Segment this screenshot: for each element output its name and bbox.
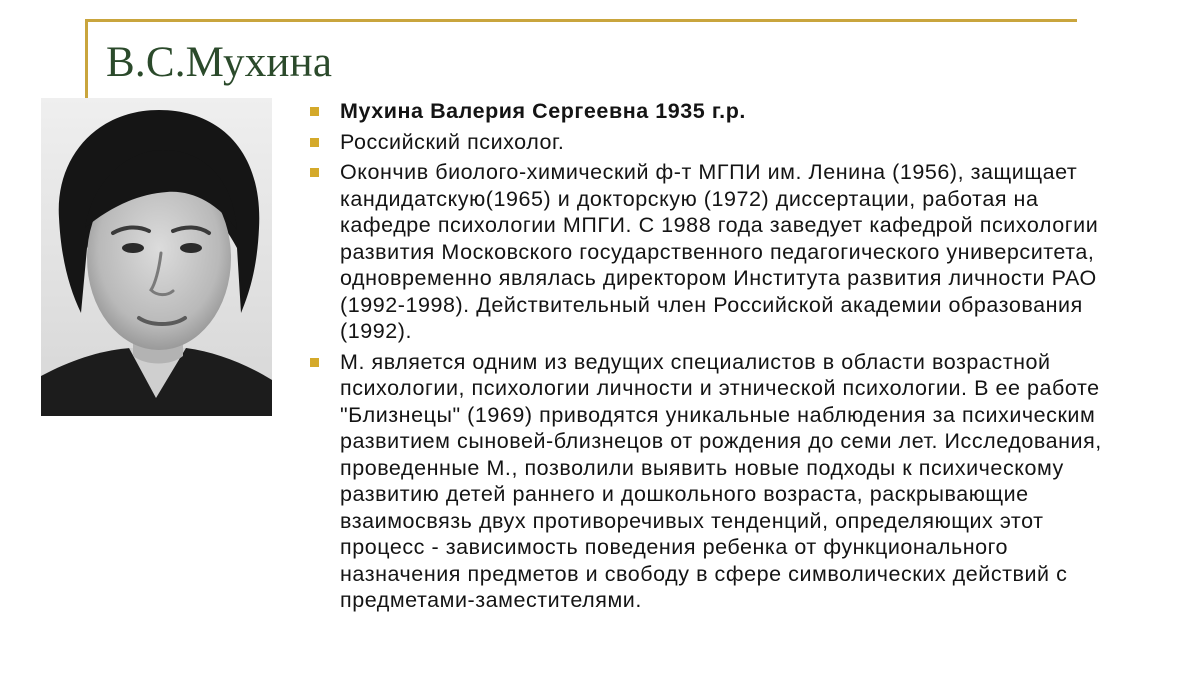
square-bullet-icon <box>310 358 319 367</box>
bullet-item-career <box>304 159 1134 345</box>
square-bullet-icon <box>310 168 319 177</box>
title-underline-rule <box>85 19 1077 22</box>
portrait-photo <box>41 98 272 416</box>
bullet-text: Окончив биолого-химический ф-т МГПИ им. Ленина (1956), защищает кандидатскую(1965) и докторскую (1972) диссертации, работая на кафедре психологии МПГИ. С 1988 года заведует кафедрой психологии развития Московского государственного педагогического университета, одновременно являлась директором Института развития личности РАО (1992-1998). Действительный член Российской академии образования (1992). <box>340 160 1099 343</box>
bullet-item-name <box>304 98 1134 125</box>
bullet-text: Мухина Валерия Сергеевна 1935 г.р. <box>340 99 746 123</box>
bullet-item-research <box>304 349 1134 614</box>
slide-title: В.С.Мухина <box>106 39 333 86</box>
square-bullet-icon <box>310 107 319 116</box>
bullet-text: М. является одним из ведущих специалистов в области возрастной психологии, психологии личности и этнической психологии. В ее работе "Близнецы" (1969) приводятся уникальные наблюдения за психическим развитием сыновей-близнецов от рождения до семи лет. Исследования, проведенные М., позволили выявить новые подходы к психическому развитию детей раннего и дошкольного возраста, раскрывающие взаимосвязь двух противоречивых тенденций, определяющих этот процесс - зависимость поведения ребенка от функционального назначения предметов и свободу в сфере символических действий с предметами-заместителями. <box>340 349 1102 612</box>
title-side-rule <box>85 19 88 99</box>
bullet-text: Российский психолог. <box>340 129 565 154</box>
portrait-icon <box>41 98 272 416</box>
bullet-list <box>304 98 1134 618</box>
square-bullet-icon <box>310 138 319 147</box>
bullet-item-profession <box>304 129 1134 156</box>
